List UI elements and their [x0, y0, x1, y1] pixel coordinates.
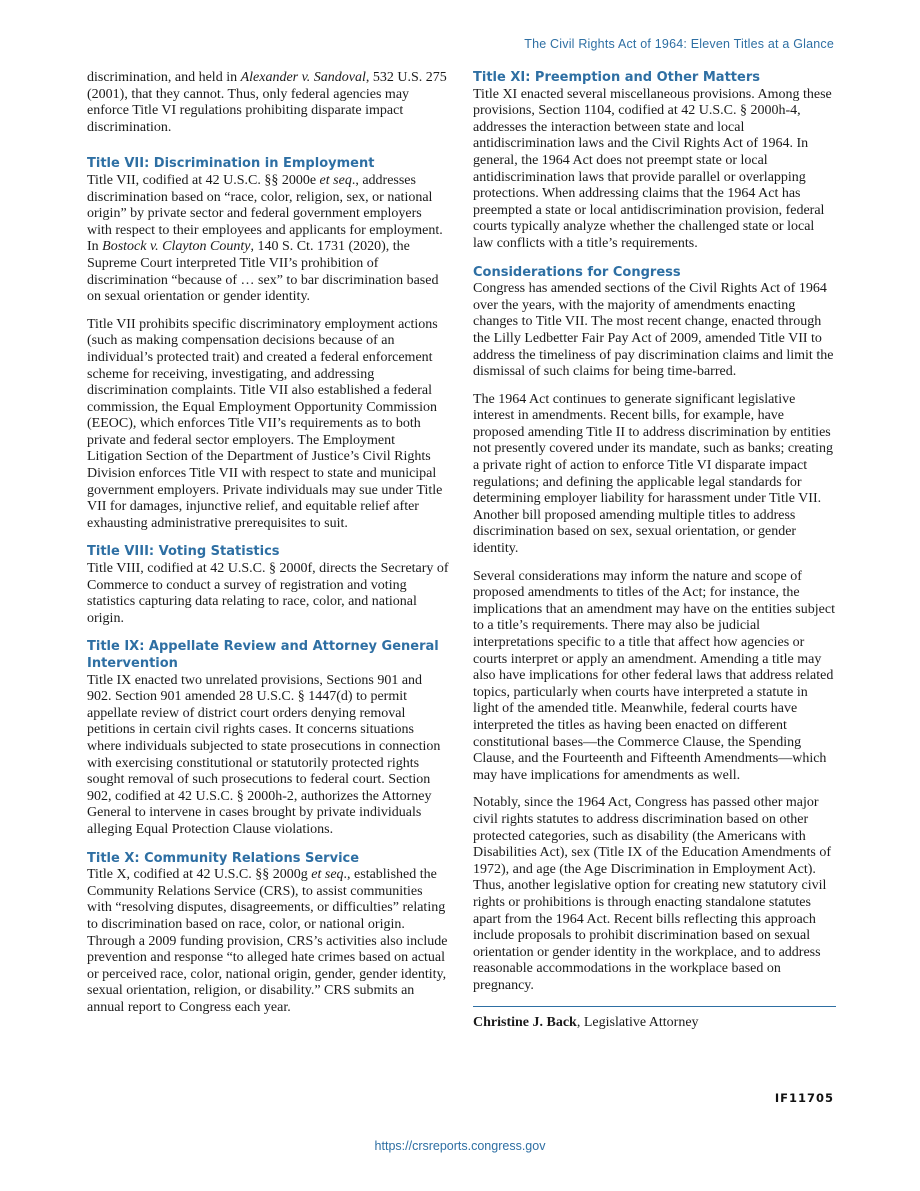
section-title-xi — [473, 70, 836, 253]
heading-title-x: Title X: Community Relations Service — [87, 850, 360, 866]
case-name: Alexander v. Sandoval — [240, 70, 366, 85]
author-name: Christine J. Back — [473, 1015, 577, 1031]
text-fragment: ., established the Community Relations Service (CRS), to assist communities with “resolving disputes, disagreements, or difficulties” relating to discrimination based on race, color, or national origin. Through a 2009 funding provision, CRS’s activities also include prevention and response “to alleged hate crimes based on actual or perceived race, color, national origin, gender, gender identity, sexual orientation, religion, or disability.” CRS submits an annual report to Congress each year. — [87, 867, 448, 1015]
title-vii-paragraph-2: Title VII prohibits specific discriminatory employment actions (such as making compensation decisions because of an individual’s protected trait) and created a federal enforcement scheme for receiving, investigating, and addressing discrimination complaints. Title VII also established a federal commission, the Equal Employment Opportunity Commission (EEOC), which enforces Title VII’s requirements as to both private and federal sector employers. The Employment Litigation Section of the Department of Justice’s Civil Rights Division enforces Title VII with respect to state and municipal government employers. Private individuals may sue under Title VII for damages, injunctive relief, and equitable relief after exhausting administrative prerequisites to suit. — [87, 316, 443, 531]
text-fragment: Title VII, codified at 42 U.S.C. §§ 2000e — [87, 172, 320, 188]
intro-paragraph — [87, 70, 450, 136]
considerations-paragraph-3: Several considerations may inform the nature and scope of proposed amendments to titles of the Act; for instance, the implications that an amendment may have on the entities subject to a title’s requirements. There may also be judicial interpretations specific to a title that affect how agencies or courts interpret or apply an amendment. Amending a title may also have implications for other federal laws that address related topics, particularly when courts have interpreted a statute in light of the amended title. Meanwhile, federal courts have interpreted the titles as having been enacted on different constitutional bases—the Commerce Clause, the Spending Clause, and the Fourteenth and Fifteenth Amendments—which may have implications for amendments as well. — [473, 568, 835, 783]
considerations-paragraph-2: The 1964 Act continues to generate significant legislative interest in amendments. Recent bills, for example, have proposed amending Title II to address discrimination by entities not presently covered under its mandate, such as banks; creating a private right of action to enforce Title VI disparate impact regulations; and defining the applicable legal standards for determining employer liability for harassment under Title VII. Another bill proposed amending multiple titles to address discrimination based on sex, sexual orientation, or gender identity. — [473, 391, 833, 557]
title-viii-paragraph: Title VIII, codified at 42 U.S.C. § 2000f, directs the Secretary of Commerce to conduct a survey of registration and voting statistics capturing data relating to race, color, and national origin. — [87, 561, 449, 626]
section-considerations — [473, 265, 836, 995]
right-column — [473, 70, 836, 1043]
intro-text-1: discrimination, and held in — [87, 70, 241, 85]
author-role: , Legislative Attorney — [576, 1015, 699, 1031]
section-title-vii — [87, 156, 450, 532]
considerations-paragraph-4: Notably, since the 1964 Act, Congress has passed other major civil rights statutes to address discrimination based on other protected categories, such as disability (the Americans with Disabilities Act), sex (Title IX of the Education Amendments of 1972), and age (the Age Discrimination in Employment Act). Thus, another legislative option for creating new statutory civil rights or prohibitions is through enacting standalone statutes apart from the 1964 Act. Recent bills reflecting this approach include proposals to prohibit discrimination based on sexual orientation or gender identity in the workplace, and to address reasonable accommodations in the workplace based on pregnancy. — [473, 795, 831, 993]
heading-considerations: Considerations for Congress — [473, 264, 681, 280]
heading-title-xi: Title XI: Preemption and Other Matters — [473, 70, 760, 85]
title-ix-paragraph: Title IX enacted two unrelated provisions, Sections 901 and 902. Section 901 amended 28 U.S.C. § 1447(d) to permit appellate review of district court orders denying removal petitions in certain civil rights cases. It concerns situations where individuals subjected to state prosecutions in connection with exercising constitutional or statutorily protected rights sought removal of such prosecutions to federal court. Section 902, codified at 42 U.S.C. § 2000h-2, authorizes the Attorney General to intervene in cases brought by private individuals alleging Equal Protection Clause violations. — [87, 672, 441, 837]
section-title-x — [87, 851, 450, 1017]
text-fragment: , 140 S. Ct. 1731 (2020), the Supreme Court interpreted Title VII’s prohibition of discrimination “because of … sex” to bar discrimination based on sexual orientation or gender identity. — [87, 239, 439, 305]
page-header-title: The Civil Rights Act of 1964: Eleven Titles at a Glance — [524, 37, 834, 51]
et-seq: et seq — [319, 172, 352, 188]
document-id: IF11705 — [774, 1091, 834, 1105]
title-xi-paragraph: Title XI enacted several miscellaneous provisions. Among these provisions, Section 1104, codified at 42 U.S.C. § 2000h-4, addresses the interaction between state and local antidiscrimination laws and the Civil Rights Act of 1964. In general, the 1964 Act does not preempt state or local antidiscrimination laws that provide parallel or overlapping protections. When addressing claims that the 1964 Act has preempted a state or local antidiscrimination provision, federal courts typically analyze whether the challenged state or local law conflicts with a title’s requirements. — [473, 86, 832, 251]
author-byline — [473, 1015, 836, 1032]
footer-link[interactable]: https://crsreports.congress.gov — [374, 1139, 546, 1153]
title-x-paragraph — [87, 867, 450, 1016]
text-fragment: Title X, codified at 42 U.S.C. §§ 2000g — [87, 867, 312, 883]
left-column — [87, 70, 450, 1028]
heading-title-vii: Title VII: Discrimination in Employment — [87, 156, 375, 172]
case-name: Bostock v. Clayton County — [102, 239, 251, 255]
title-vii-paragraph-1 — [87, 173, 450, 306]
heading-title-viii: Title VIII: Voting Statistics — [87, 544, 280, 560]
intro-text-2: , 532 U.S. 275 (2001), that they cannot. Thus, only federal agencies may enforce Title VI regulations prohibiting disparate impact discrimination. — [87, 70, 447, 135]
heading-title-ix: Title IX: Appellate Review and Attorney General Intervention — [87, 639, 439, 671]
et-seq: et seq — [311, 867, 344, 883]
text-fragment: ., addresses discrimination based on “race, color, religion, sex, or national origin” by private sector and federal government employers with respect to their employees and applicants for employment. In — [87, 172, 443, 255]
section-title-viii — [87, 544, 450, 627]
considerations-paragraph-1: Congress has amended sections of the Civil Rights Act of 1964 over the years, with the majority of amendments enacting changes to Title VII. The most recent change, enacted through the Lilly Ledbetter Fair Pay Act of 2009, amended Title VII to address the timeliness of pay discrimination claims and limit the dismissal of such claims for being time-barred. — [473, 281, 834, 380]
byline-divider — [473, 1006, 836, 1007]
section-title-ix — [87, 639, 450, 838]
